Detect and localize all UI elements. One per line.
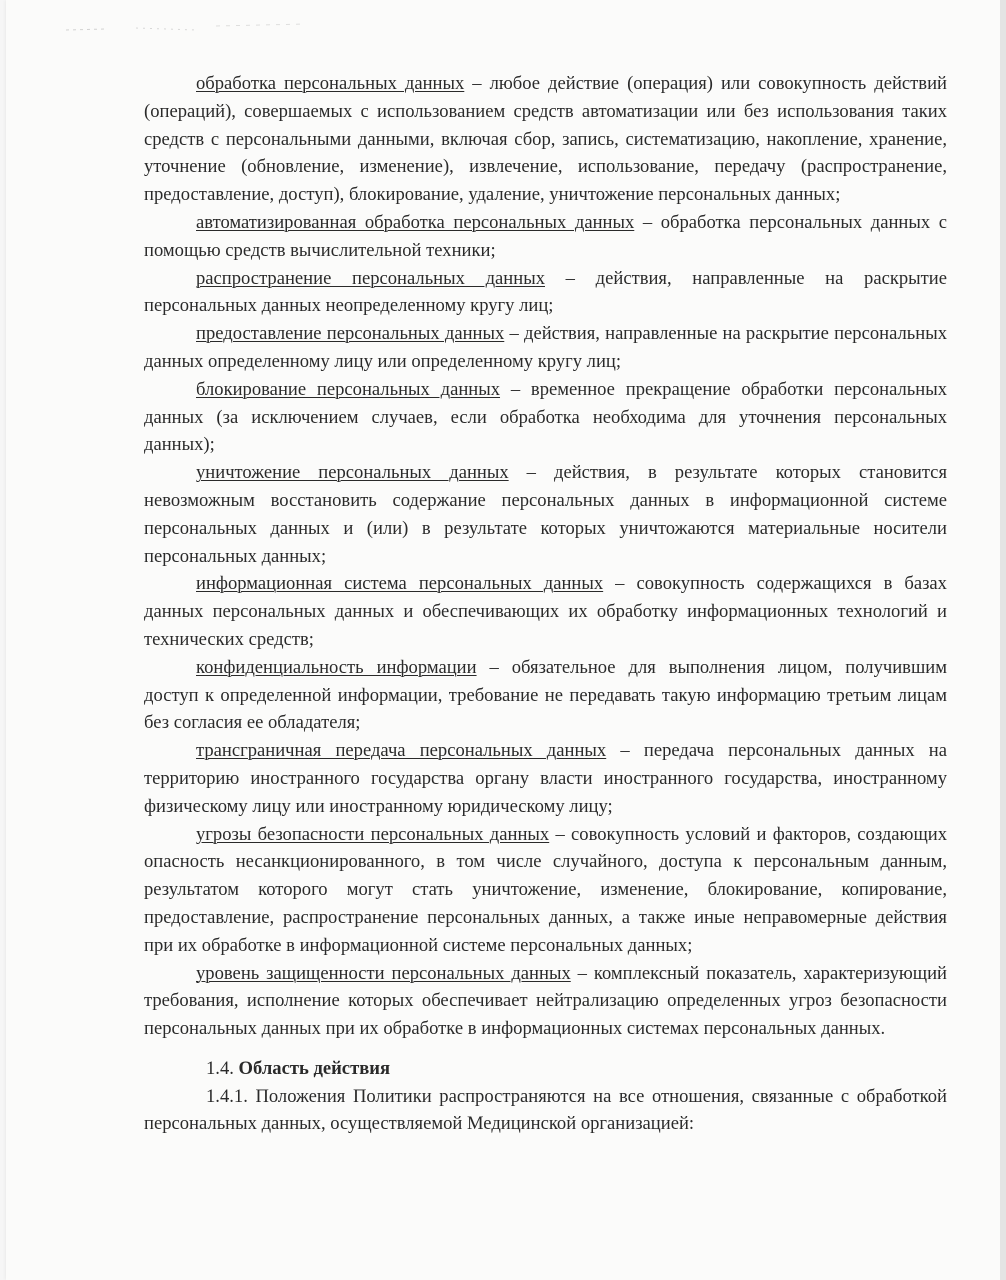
definition-term: автоматизированная обработка персональных данных: [196, 211, 635, 233]
definition-text: – любое действие (операция) или совокупность действий (операций), совершаемых с использованием средств автоматизации или без использования таких средств с персональными данными, включая сбор, запись, систематизацию, накопление, хранение, уточнение (обновление, изменение), извлечение, использование, передачу (распространение, предоставление, доступ), блокирование, удаление, уничтожение персональных данных;: [144, 73, 947, 206]
definition-paragraph: [144, 960, 947, 1043]
definition-text: – действия, направленные на раскрытие персональных данных неопределенному кругу лиц;: [144, 267, 947, 317]
definition-text: – действия, направленные на раскрытие персональных данных определенному лицу или определенному кругу лиц;: [144, 323, 948, 372]
section-title: Область действия: [238, 1057, 391, 1079]
definition-term: уровень защищенности персональных данных: [196, 962, 571, 984]
definition-text: – действия, в результате которых становится невозможным восстановить содержание персональных данных в информационной системе персональных данных и (или) в результате которых уничтожаются материальные носители персональных данных;: [144, 462, 947, 567]
definition-term: информационная система персональных данных: [196, 573, 604, 595]
definition-text: – комплексный показатель, характеризующий требования, исполнение которых обеспечивает нейтрализацию определенных угроз безопасности персональных данных при их обработке в информационных системах персональных данных.: [144, 962, 948, 1040]
definition-paragraph: [144, 265, 947, 321]
definition-paragraph: [144, 737, 947, 820]
scan-artifact: [66, 18, 326, 40]
clause-paragraph: [144, 1083, 947, 1139]
definition-paragraph: [144, 209, 947, 265]
definition-text: – совокупность условий и факторов, создающих опасность несанкционированного, в том числе случайного, доступа к персональным данным, результатом которого могут стать уничтожение, изменение, блокирование, копирование, предоставление, распространение персональных данных, а также иные неправомерные действия при их обработке в информационной системе персональных данных;: [144, 823, 948, 956]
scan-right-edge: [1000, 0, 1006, 1280]
section-number: 1.4.: [206, 1057, 234, 1079]
definition-paragraph: [144, 320, 947, 376]
definition-text: – обработка персональных данных с помощью средств вычислительной техники;: [144, 211, 947, 261]
definition-text: – временное прекращение обработки персональных данных (за исключением случаев, если обработка необходима для уточнения персональных данных);: [144, 378, 947, 456]
definition-text: – обязательное для выполнения лицом, получившим доступ к определенной информации, требование не передавать такую информацию третьим лицам без согласия ее обладателя;: [144, 656, 947, 734]
document-body: [144, 70, 947, 1138]
definition-paragraph: [144, 821, 947, 960]
clause-text: Положения Политики распространяются на все отношения, связанные с обработкой персональных данных, осуществляемой Медицинской организацией:: [144, 1085, 947, 1135]
definition-text: – передача персональных данных на территорию иностранного государства органу власти иностранного государства, иностранному физическому лицу или иностранному юридическому лицу;: [144, 740, 947, 817]
section-heading: [144, 1055, 947, 1083]
definition-text: – совокупность содержащихся в базах данных персональных данных и обеспечивающих их обработку информационных технологий и технических средств;: [144, 573, 947, 650]
definition-term: распространение персональных данных: [196, 267, 545, 289]
definition-term: блокирование персональных данных: [196, 378, 501, 400]
document-page: [6, 0, 1000, 1280]
definition-term: обработка персональных данных: [196, 73, 465, 94]
definition-paragraph: [144, 570, 947, 653]
definition-paragraph: [144, 70, 947, 209]
definition-term: трансграничная передача персональных данных: [196, 740, 607, 762]
definition-term: конфиденциальность информации: [196, 656, 477, 678]
definition-term: уничтожение персональных данных: [196, 462, 509, 484]
definition-term: угрозы безопасности персональных данных: [196, 823, 550, 845]
definition-term: предоставление персональных данных: [196, 323, 505, 345]
definition-paragraph: [144, 654, 947, 737]
definition-paragraph: [144, 376, 947, 459]
definition-paragraph: [144, 459, 947, 570]
clause-number: 1.4.1.: [206, 1085, 248, 1107]
